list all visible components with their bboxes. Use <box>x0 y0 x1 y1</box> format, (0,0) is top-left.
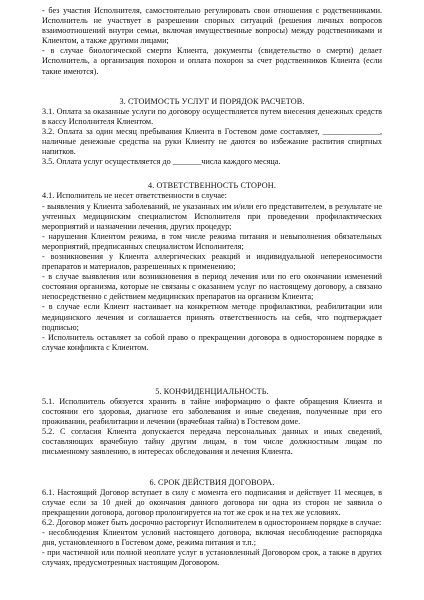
section-6-paragraph: - несоблюдения Клиентом условий настоящего договора, включая несоблюдение распорядка дня, установленного в Гостевом доме, режима питания и т.п.; <box>42 528 382 548</box>
intro-paragraph-2: - в случае биологической смерти Клиента, документы (свидетельство о смерти) делает Исполнитель, а организация похорон и оплата похорон за счет родственников Клиента (если такие имеются). <box>42 46 382 76</box>
section-5-heading: 5. КОНФИДЕНЦИАЛЬНОСТЬ. <box>155 386 269 396</box>
spacer <box>42 167 382 181</box>
section-3-paragraph: 3.1. Оплата за оказанные услуги по договору осуществляется путем внесения денежных средств в кассу Исполнителя Клиентом. <box>42 106 382 126</box>
section-4-paragraph: - нарушения Клиентом режима, в том числе режима питания и невыполнения обязательных мероприятий, предписанных специалистом Исполнителя; <box>42 231 382 251</box>
spacer <box>42 353 382 387</box>
section-5-paragraph: 5.1. Исполнитель обязуется хранить в тайне информацию о факте обращения Клиента и состоянии его здоровья, диагнозе его заболевания и иные сведения, полученные при его проживании, реабилитации и лечении (врачебная тайна) в Гостевом доме. <box>42 397 382 427</box>
section-6-heading: 6. СРОК ДЕЙСТВИЯ ДОГОВОРА. <box>149 477 275 487</box>
section-3-paragraph: 3.2. Оплата за один месяц пребывания Клиента в Гостевом доме составляет, ______________, наличные денежные средства на руки Клиенту не даются во избежание распития спиртных напитков. <box>42 126 382 157</box>
intro-paragraph-1: - без участия Исполнителя, самостоятельно регулировать свои отношения с родственниками. Исполнитель не участвует в разрешении спорных ситуаций (решения личных вопросов взаимоотношений внутри семьи, включая имущественные вопросы) между родственниками и Клиентом, а также другими лицами; <box>42 6 382 46</box>
section-4-paragraph: - в случае выявления или возникновения в период лечения или по его окончании изменений состояния организма, которые не связаны с оказанием услуг по настоящему договору, а связано непосредственно с действием медицинских препаратов на организм Клиента; <box>42 272 382 302</box>
spacer <box>42 458 382 478</box>
section-3-paragraph: 3.5. Оплата услуг осуществляется до _______числа каждого месяца. <box>42 157 281 167</box>
section-4-paragraph: - Исполнитель оставляет за собой право о прекращении договора в одностороннем порядке в случае конфликта с Клиентом. <box>42 332 382 352</box>
section-6-paragraph: - при частичной или полной неоплате услуг в установленный Договором срок, а также в других случаях, предусмотренных настоящим Договором. <box>42 548 382 568</box>
section-4-paragraph: - в случае если Клиент настаивает на конкретном методе профилактики, реабилитации или медицинского лечения и соглашается принять ответственность на себя, что подтверждает подписью; <box>42 302 382 332</box>
section-4-paragraph: - выявления у Клиента заболеваний, не указанных им и/или его представителем, в результате не учтенных медицинским специалистом Исполнителя при проведении профилактических мероприятий и назначении лечения, других процедур; <box>42 201 382 231</box>
section-4-paragraph: 4.1. Исполнитель не несет ответственности в случае: <box>42 191 227 201</box>
document-body <box>42 6 382 568</box>
section-3-heading: 3. СТОИМОСТЬ УСЛУГ И ПОРЯДОК РАСЧЕТОВ. <box>119 96 305 106</box>
section-6-paragraph: 6.1. Настоящий Договор вступает в силу с момента его подписания и действует 11 месяцев, в случае если за 10 дней до окончания данного договора ни одна из сторон не заявила о прекращении договора, договор пролонгируется на тот же срок и на тех же условиях. <box>42 487 382 517</box>
section-4-heading: 4. ОТВЕТСТВЕННОСТЬ СТОРОН. <box>148 181 276 191</box>
section-4-paragraph: - возникновения у Клиента аллергических реакций и индивидуальной непереносимости препаратов и материалов, разрешенных к применению; <box>42 251 382 272</box>
section-6-paragraph: 6.2. Договор может быть досрочно расторгнут Исполнителем в одностороннем порядке в случае: <box>42 517 382 527</box>
spacer <box>42 77 382 97</box>
section-5-paragraph: 5.2. С согласия Клиента допускается передача персональных данных и иных сведений, составляющих врачебную тайну другим лицам, в том числе должностным лицам по письменному заявлению, в интересах обследования и лечения Клиента. <box>42 427 382 457</box>
